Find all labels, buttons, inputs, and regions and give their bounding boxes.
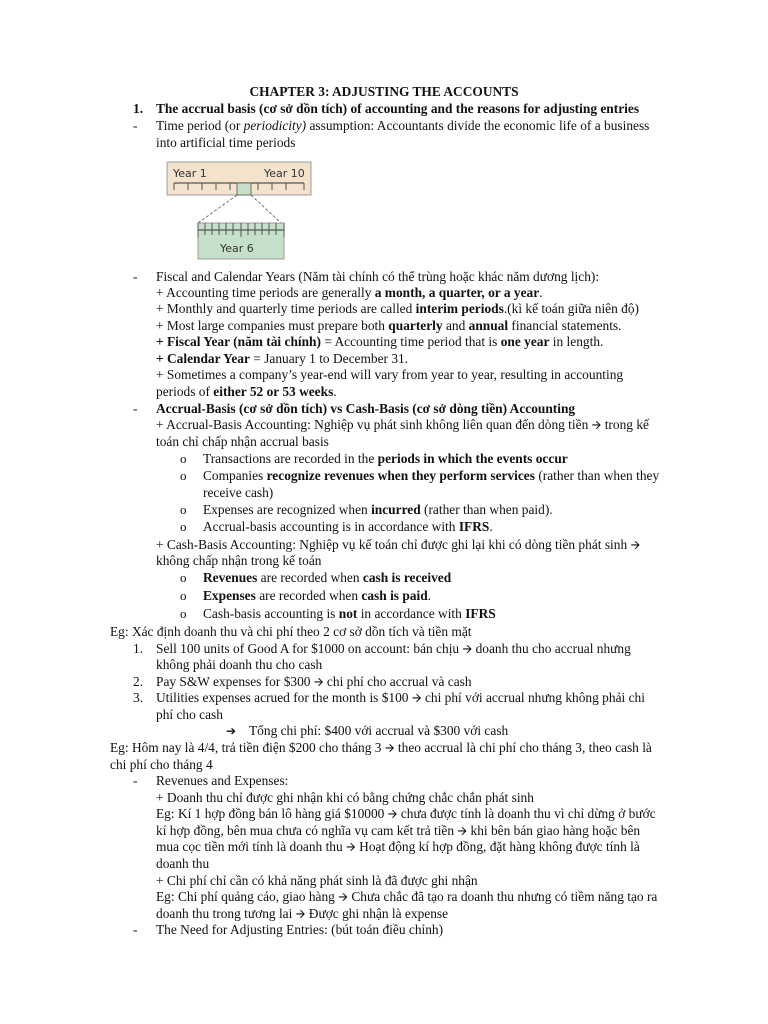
revenue-example-1: Eg: Kí 1 hợp đồng bán lô hàng giá $10000 🡪 chưa được tính là doanh thu vì chỉ dừng ở bước [156, 806, 656, 821]
arrow-icon: 🡪 [313, 675, 324, 689]
list-number: 1. [133, 641, 144, 656]
accrual-cash-heading: Accrual-Basis (cơ sở dồn tích) vs Cash-Basis (cơ sở dòng tiền) Accounting [156, 401, 576, 416]
circle-bullet: o [180, 502, 187, 517]
fiscal-line-4: + Most large companies must prepare both quarterly and annual financial statements. [156, 318, 622, 333]
example-1-item-2: Pay S&W expenses for $300 🡪 chi phí cho accrual và cash [156, 674, 472, 689]
example-1-heading: Eg: Xác định doanh thu và chi phí theo 2 cơ sở dồn tích và tiền mặt [110, 624, 472, 639]
section-heading: The accrual basis (cơ sở dồn tích) of accounting and the reasons for adjusting entries [156, 101, 640, 116]
dash-bullet: - [133, 401, 138, 416]
accrual-bullet-3: Expenses are recognized when incurred (rather than when paid). [203, 502, 553, 517]
circle-bullet: o [180, 468, 187, 483]
page-title: CHAPTER 3: ADJUSTING THE ACCOUNTS [249, 84, 519, 99]
cash-bullet-2: Expenses are recorded when cash is paid. [203, 588, 432, 603]
accrual-line-1: + Accrual-Basis Accounting: Nghiệp vụ phát sinh không liên quan đến dòng tiền 🡪 trong kế [156, 417, 649, 432]
revenue-example-4: doanh thu [156, 856, 210, 871]
dash-bullet: - [133, 118, 138, 133]
cash-bullet-3: Cash-basis accounting is not in accordance with IFRS [203, 606, 496, 621]
arrow-icon: 🡪 [411, 691, 422, 705]
arrow-icon: ➔ [226, 724, 237, 738]
section-number: 1. [133, 101, 144, 116]
arrow-icon: 🡪 [462, 642, 473, 656]
fiscal-line-2: + Accounting time periods are generally a month, a quarter, or a year. [156, 285, 543, 300]
dash-bullet: - [133, 773, 138, 788]
circle-bullet: o [180, 570, 187, 585]
fiscal-line-7: + Sometimes a company’s year-end will vary from year to year, resulting in accounting [156, 367, 624, 382]
example-2-line-1: Eg: Hôm nay là 4/4, trả tiền điện $200 cho tháng 3 🡪 theo accrual là chi phí cho tháng 3, theo cash là [110, 740, 652, 755]
example-1-total: Tổng chi phí: $400 với accrual và $300 với cash [249, 723, 509, 738]
cash-bullet-1: Revenues are recorded when cash is received [203, 570, 452, 585]
year-6-highlight [237, 183, 251, 195]
year-1-label: Year 1 [173, 167, 207, 180]
arrow-icon: 🡪 [387, 807, 398, 821]
rev-exp-heading: Revenues and Expenses: [156, 773, 289, 788]
list-number: 2. [133, 674, 144, 689]
example-1-item-1: Sell 100 units of Good A for $1000 on account: bán chịu 🡪 doanh thu cho accrual nhưng [156, 641, 631, 656]
year-6-label: Year 6 [220, 242, 254, 255]
revenue-rule: + Doanh thu chỉ được ghi nhận khi có bằng chứng chắc chắn phát sinh [156, 790, 534, 805]
arrow-icon: 🡪 [295, 907, 306, 921]
revenue-example-2: kí hợp đồng, bên mua chưa có nghĩa vụ cam kết trả tiền 🡪 khi bên bán giao hàng hoặc bên [156, 823, 641, 838]
circle-bullet: o [180, 588, 187, 603]
example-1-item-3-cont: phí cho cash [156, 707, 223, 722]
accrual-bullet-4: Accrual-basis accounting is in accordance with IFRS. [203, 519, 493, 534]
revenue-example-3: mua cọc tiền mới tính là doanh thu 🡪 Hoạt động kí hợp đồng, đặt hàng không được tính là [156, 839, 640, 854]
cash-line-2: không chấp nhận trong kế toán [156, 553, 322, 568]
expense-example-1: Eg: Chi phí quảng cáo, giao hàng 🡪 Chưa chắc đã tạo ra doanh thu nhưng có tiềm năng tạo ra [156, 889, 658, 904]
example-1-item-3: Utilities expenses acrued for the month is $100 🡪 chi phí với accrual nhưng không phải chi [156, 690, 645, 705]
year-10-label: Year 10 [264, 167, 305, 180]
list-number: 3. [133, 690, 144, 705]
fiscal-line-6: + Calendar Year = January 1 to December 31. [156, 351, 409, 366]
expense-example-2: doanh thu trong tương lai 🡪 Được ghi nhận là expense [156, 906, 449, 921]
accrual-line-2: toán chỉ chấp nhận accrual basis [156, 434, 329, 449]
time-period-line-1: Time period (or periodicity) assumption: Accountants divide the economic life of a business [156, 118, 650, 133]
arrow-icon: 🡪 [591, 418, 602, 432]
example-1-item-1-cont: không phải doanh thu cho cash [156, 657, 323, 672]
time-period-line-2: into artificial time periods [156, 135, 296, 150]
accrual-bullet-1: Transactions are recorded in the periods in which the events occur [203, 451, 568, 466]
accrual-bullet-2: Companies recognize revenues when they perform services (rather than when they [203, 468, 660, 483]
fiscal-line-5: + Fiscal Year (năm tài chính) = Accounting time period that is one year in length. [156, 334, 604, 349]
fiscal-line-8: periods of either 52 or 53 weeks. [156, 384, 337, 399]
arrow-icon: 🡪 [384, 741, 395, 755]
adjusting-entries-heading: The Need for Adjusting Entries: (bút toán điều chỉnh) [156, 922, 444, 937]
dash-bullet: - [133, 269, 138, 284]
circle-bullet: o [180, 519, 187, 534]
fiscal-line-3: + Monthly and quarterly time periods are called interim periods.(kì kế toán giữa niên độ) [156, 301, 640, 316]
arrow-icon: 🡪 [346, 840, 356, 854]
circle-bullet: o [180, 606, 187, 621]
arrow-icon: 🡪 [457, 824, 468, 838]
circle-bullet: o [180, 451, 187, 466]
timeline-figure [166, 161, 314, 263]
arrow-icon: 🡪 [338, 890, 348, 904]
expense-rule: + Chi phí chỉ cần có khả năng phát sinh là đã được ghi nhận [156, 873, 478, 888]
fiscal-line-1: Fiscal and Calendar Years (Năm tài chính có thể trùng hoặc khác năm dương lịch): [156, 269, 600, 284]
arrow-icon: 🡪 [630, 538, 641, 552]
dash-bullet: - [133, 922, 138, 937]
example-2-line-2: chi phí cho tháng 4 [110, 757, 213, 772]
cash-line-1: + Cash-Basis Accounting: Nghiệp vụ kế toán chỉ được ghi lại khi có dòng tiền phát sinh 🡪 [156, 537, 641, 552]
accrual-bullet-2-cont: receive cash) [203, 485, 274, 500]
